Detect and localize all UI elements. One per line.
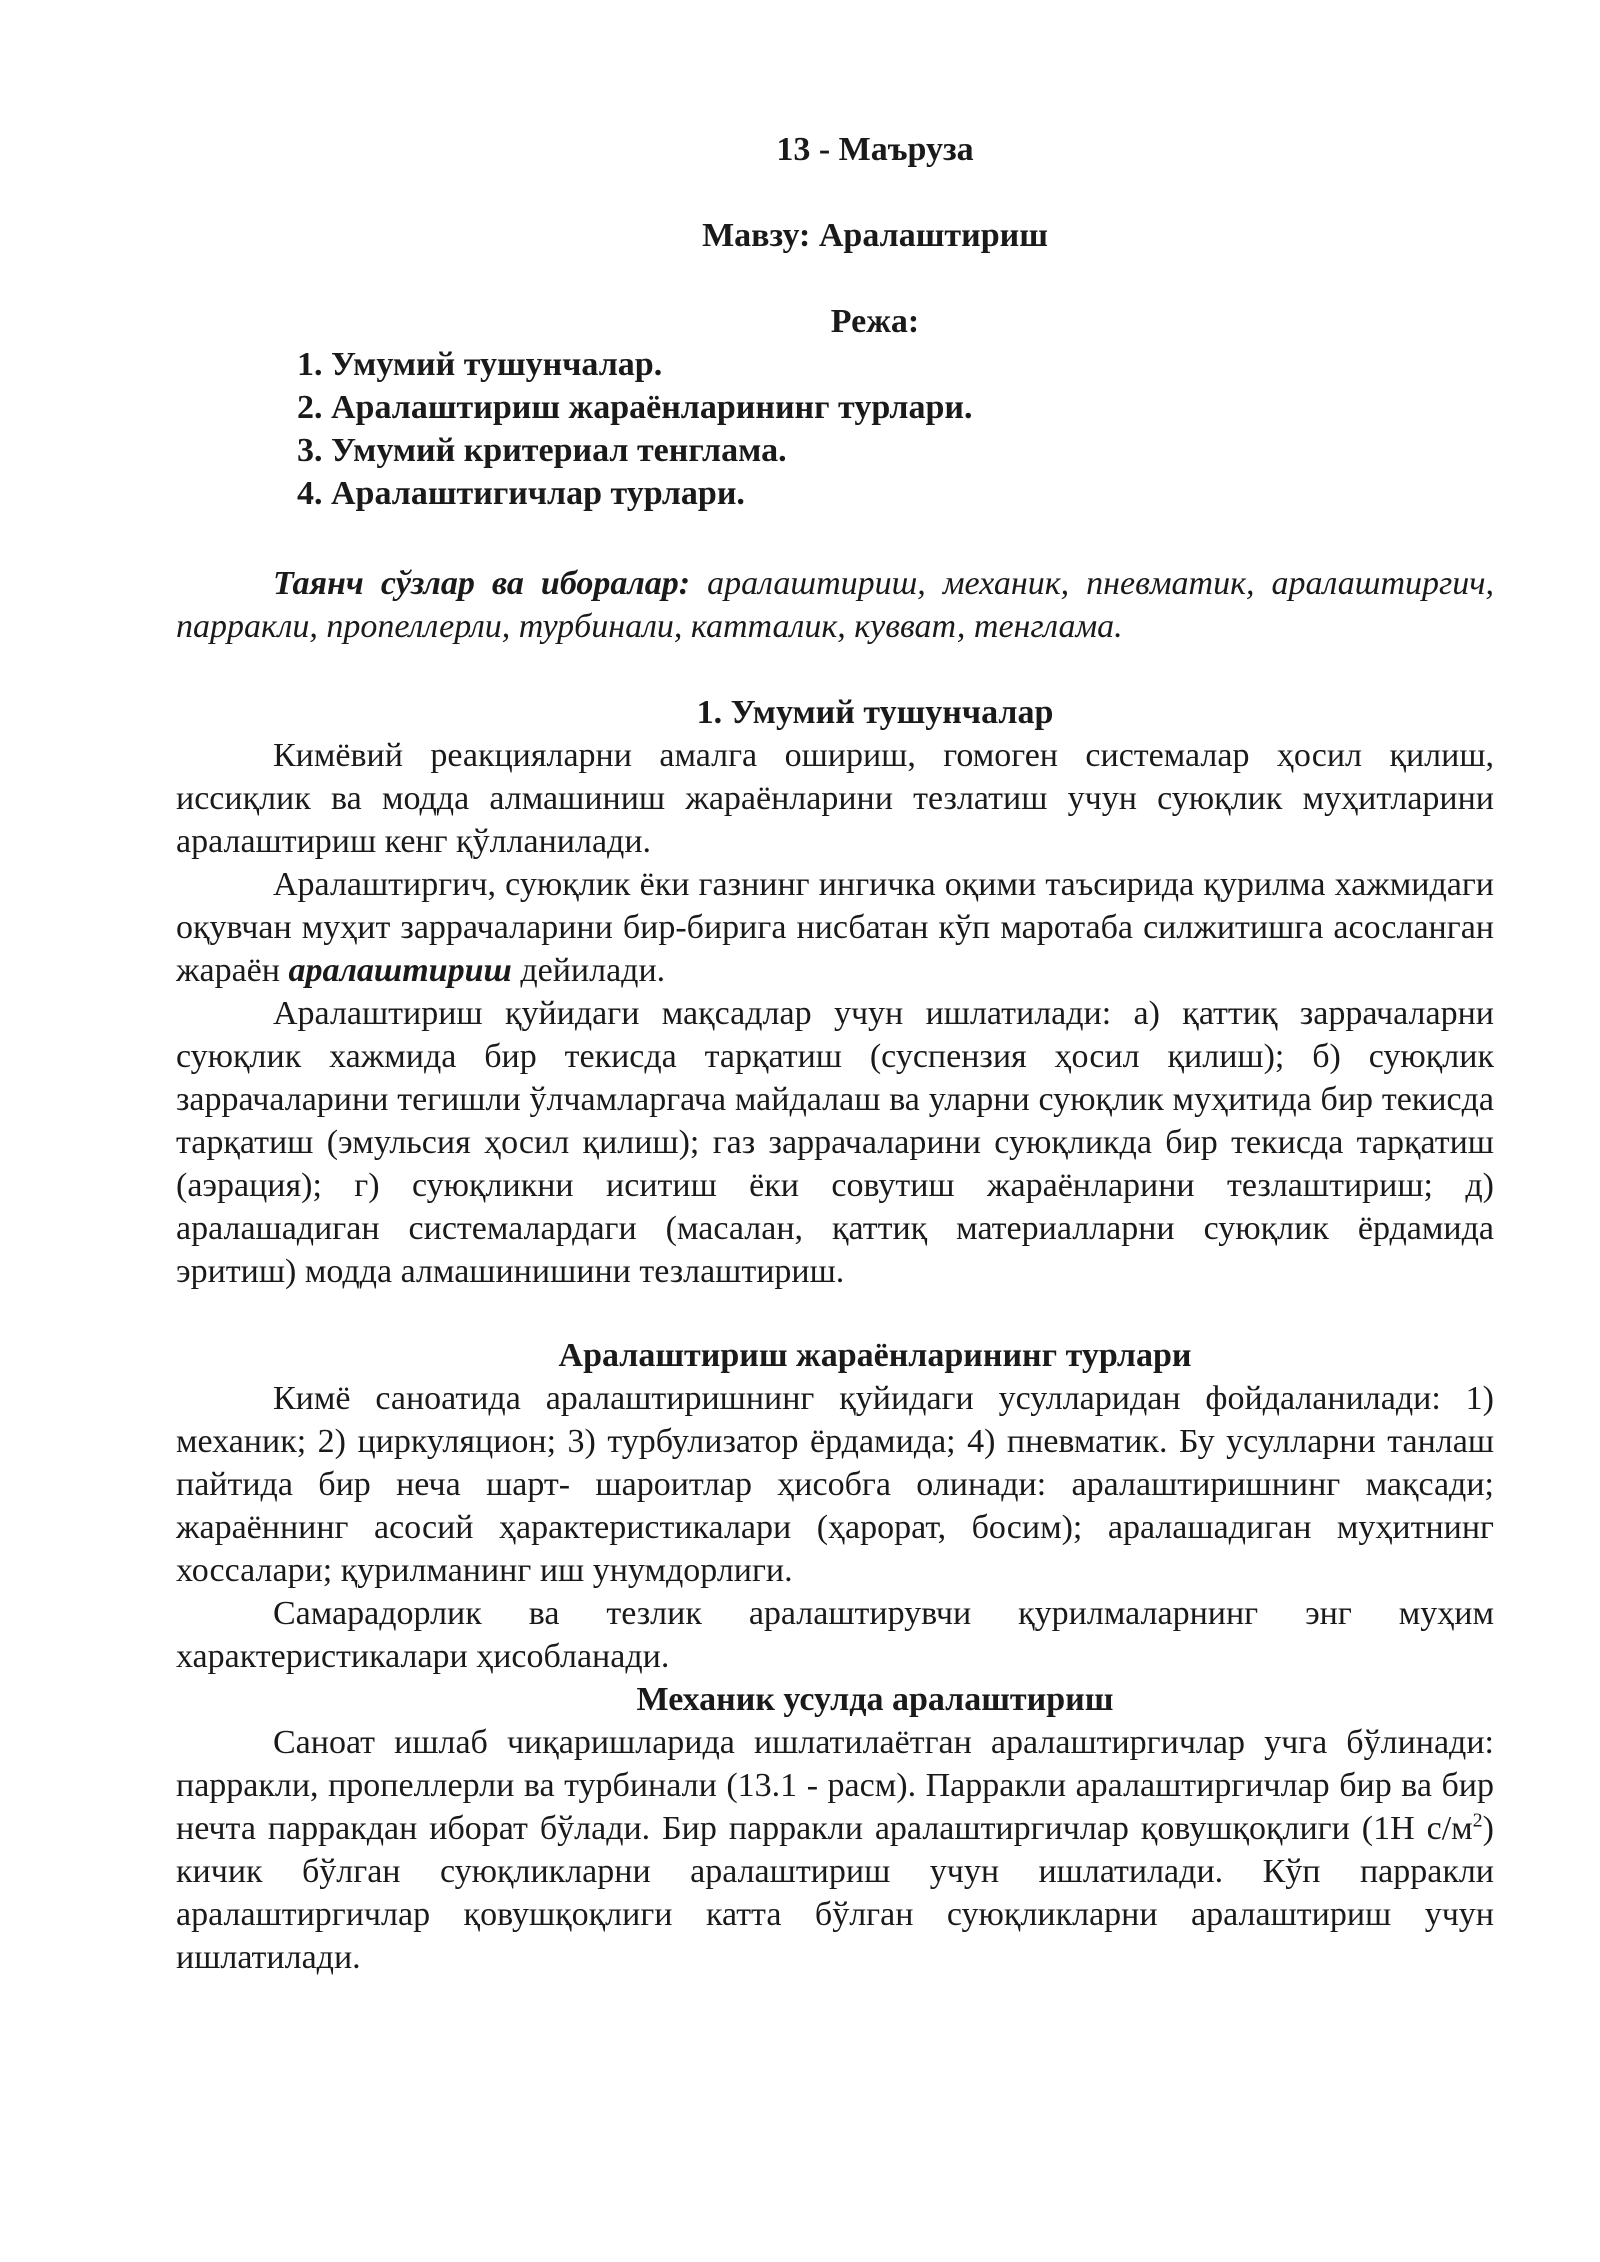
paragraph-text: Саноат ишлаб чиқаришларида ишлатилаётган аралаштиргичлар учга бўлинади: парракли, пропеллерли ва турбинали (13.1 - расм). Парракли аралаштиргичлар бир ва бир нечта парракдан иборат бўлади. Бир парракли аралаштиргичлар қовушқоқлиги (1Н с/м: [176, 1724, 1494, 1847]
paragraph-text: Аралаштиргич, суюқлик ёки газнинг ингичка оқими таъсирида қурилма хажмидаги оқувчан муҳит заррачаларини бир-бирига нисбатан кўп маротаба силжитишга асосланган жараён: [176, 866, 1494, 989]
document-body: [176, 128, 1494, 1979]
section-heading-mechanical-mixing: Механик усулда аралаштириш: [636, 1681, 1114, 1718]
keywords-colon: :: [678, 565, 708, 602]
section-heading-general-concepts: 1. Умумий тушунчалар: [696, 694, 1054, 731]
paragraph: [176, 863, 1494, 992]
keywords-label: Таянч сўзлар ва иборалар: [273, 565, 679, 602]
plan-item: 1. Умумий тушунчалар.: [297, 346, 663, 383]
keywords-paragraph: [176, 562, 1494, 648]
paragraph: Кимёвий реакцияларни амалга ошириш, гомоген системалар ҳосил қилиш, иссиқлик ва модда алмашиниш жараёнларини тезлатиш учун суюқлик муҳитларини аралаштириш кенг қўлланилади.: [176, 737, 1494, 860]
paragraph: [176, 1721, 1494, 1979]
plan-item: 3. Умумий критериал тенглама.: [297, 432, 787, 469]
section-heading-mixing-types: Аралаштириш жараёнларининг турлари: [558, 1337, 1192, 1374]
plan-list: [176, 343, 1494, 515]
plan-heading: Режа:: [830, 303, 920, 340]
topic-title: Мавзу: Аралаштириш: [702, 217, 1048, 254]
lecture-title: 13 - Маъруза: [776, 131, 974, 168]
plan-item: 2. Аралаштириш жараёнларининг турлари.: [297, 389, 973, 426]
paragraph: Кимё саноатида аралаштиришнинг қуйидаги усулларидан фойдаланилади: 1) механик; 2) циркуляцион; 3) турбулизатор ёрдамида; 4) пневматик. Бу усулларни танлаш пайтида бир неча шарт- шароитлар ҳисобга олинади: аралаштиришнинг мақсади; жараённинг асосий ҳарактеристикалари (ҳарорат, босим); аралашадиган муҳитнинг хоссалари; қурилманинг иш унумдорлиги.: [176, 1380, 1494, 1589]
paragraph-text: ) кичик бўлган суюқликларни аралаштириш учун ишлатилади. Кўп парракли аралаштиргичлар қовушқоқлиги катта бўлган суюқликларни аралаштириш учун ишлатилади.: [176, 1810, 1494, 1976]
superscript: 2: [1472, 1809, 1483, 1832]
plan-item: 4. Аралаштигичлар турлари.: [297, 475, 745, 512]
paragraph: Самарадорлик ва тезлик аралаштирувчи қурилмаларнинг энг муҳим характеристикалари ҳисобланади.: [176, 1595, 1494, 1675]
keywords-text: аралаштириш, механик, пневматик, аралаштиргич, парракли, пропеллерли, турбинали, катталик, кувват, тенглама.: [176, 565, 1494, 645]
paragraph: Аралаштириш қуйидаги мақсадлар учун ишлатилади: а) қаттиқ заррачаларни суюқлик хажмида бир текисда тарқатиш (суспензия ҳосил қилиш); б) суюқлик заррачаларини тегишли ўлчамларгача майдалаш ва уларни суюқлик муҳитида бир текисда тарқатиш (эмульсия ҳосил қилиш); газ заррачаларини суюқликда бир текисда тарқатиш (аэрация); г) суюқликни иситиш ёки совутиш жараёнларини тезлаштириш; д) аралашадиган системалардаги (масалан, қаттиқ материалларни суюқлик ёрдамида эритиш) модда алмашинишини тезлаштириш.: [176, 995, 1494, 1290]
defined-term: аралаштириш: [288, 952, 512, 989]
paragraph-text: дейилади.: [511, 952, 666, 989]
